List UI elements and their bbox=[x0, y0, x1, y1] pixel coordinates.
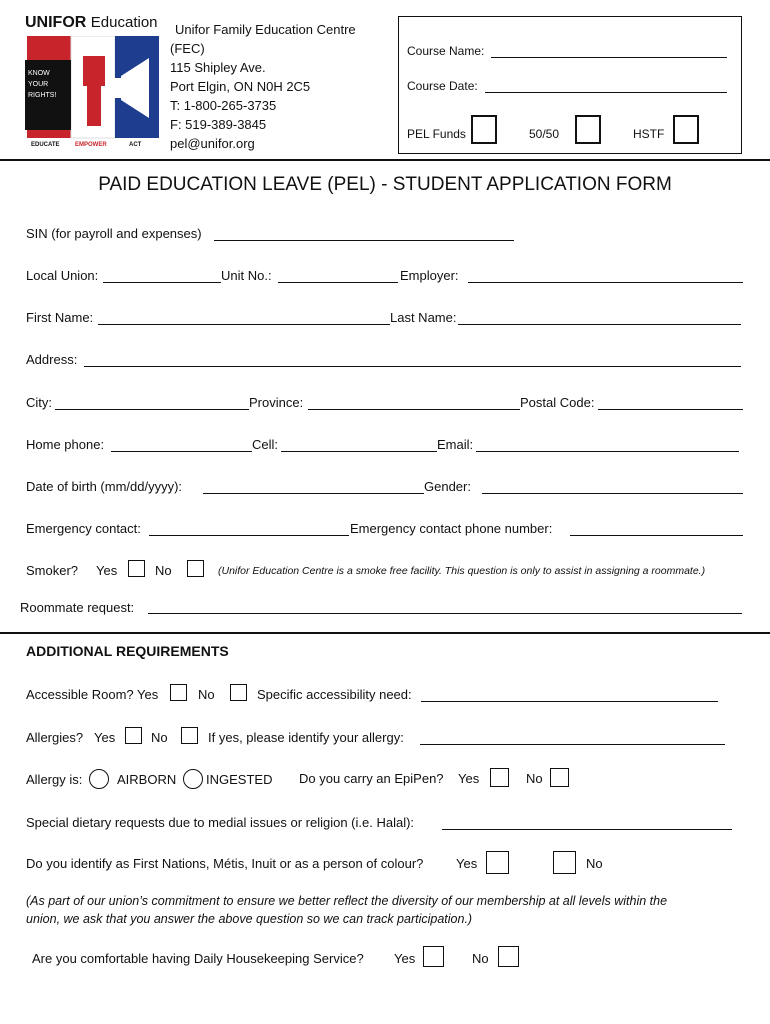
email-field[interactable] bbox=[476, 451, 739, 452]
centre-city: Port Elgin, ON N0H 2C5 bbox=[170, 79, 311, 94]
logo-brand-sub: Education bbox=[90, 14, 158, 31]
unit-no-field[interactable] bbox=[278, 282, 398, 283]
course-name-label: Course Name: bbox=[407, 44, 485, 58]
allergies-yes-checkbox[interactable] bbox=[125, 727, 142, 744]
hstf-label: HSTF bbox=[633, 127, 665, 141]
local-union-field[interactable] bbox=[103, 282, 221, 283]
sin-field[interactable] bbox=[214, 240, 514, 241]
first-name-field[interactable] bbox=[98, 324, 390, 325]
city-field[interactable] bbox=[55, 409, 249, 410]
ingested-label: INGESTED bbox=[206, 772, 273, 787]
section-divider bbox=[0, 632, 770, 634]
ingested-radio[interactable] bbox=[183, 769, 203, 789]
allergy-is-label: Allergy is: bbox=[26, 772, 83, 787]
centre-abbr: (FEC) bbox=[170, 41, 205, 56]
accessible-no-label: No bbox=[198, 687, 215, 702]
hstf-checkbox[interactable] bbox=[673, 115, 699, 144]
sin-label: SIN (for payroll and expenses) bbox=[26, 226, 202, 241]
email-label: Email: bbox=[437, 437, 474, 452]
home-phone-label: Home phone: bbox=[26, 437, 105, 452]
roommate-field[interactable] bbox=[148, 613, 742, 614]
emergency-contact-field[interactable] bbox=[149, 535, 349, 536]
emergency-phone-field[interactable] bbox=[570, 535, 743, 536]
logo-poster-text: KNOW YOUR RIGHTS! bbox=[28, 70, 57, 99]
province-field[interactable] bbox=[308, 409, 520, 410]
course-box bbox=[398, 16, 742, 154]
airborn-label: AIRBORN bbox=[117, 772, 177, 787]
allergy-identify-label: If yes, please identify your allergy: bbox=[208, 730, 404, 745]
cell-label: Cell: bbox=[252, 437, 279, 452]
dob-label: Date of birth (mm/dd/yyyy): bbox=[26, 479, 183, 494]
specific-need-label: Specific accessibility need: bbox=[257, 687, 412, 702]
housekeeping-label: Are you comfortable having Daily Housekeeping Service? bbox=[32, 951, 364, 966]
allergies-no-label: No bbox=[151, 730, 168, 745]
epipen-no-label: No bbox=[526, 771, 543, 786]
emergency-phone-label: Emergency contact phone number: bbox=[350, 521, 553, 536]
identify-yes-checkbox[interactable] bbox=[486, 851, 509, 874]
epipen-yes-label: Yes bbox=[458, 771, 480, 786]
pel-funds-checkbox[interactable] bbox=[471, 115, 497, 144]
centre-fax: F: 519-389-3845 bbox=[170, 117, 267, 132]
accessible-no-checkbox[interactable] bbox=[230, 684, 247, 701]
smoker-yes-label: Yes bbox=[96, 563, 118, 578]
accessible-room-label: Accessible Room? Yes bbox=[26, 687, 159, 702]
specific-need-field[interactable] bbox=[421, 701, 718, 702]
centre-email: pel@unifor.org bbox=[170, 136, 255, 151]
smoker-no-checkbox[interactable] bbox=[187, 560, 204, 577]
diversity-note-line-2: union, we ask that you answer the above question so we can track participation.) bbox=[26, 912, 473, 926]
form-title: PAID EDUCATION LEAVE (PEL) - STUDENT APPLICATION FORM bbox=[98, 174, 672, 195]
last-name-label: Last Name: bbox=[390, 310, 457, 325]
caption-educate: EDUCATE bbox=[31, 142, 60, 148]
dietary-label: Special dietary requests due to medial issues or religion (i.e. Halal): bbox=[26, 815, 415, 830]
housekeeping-no-label: No bbox=[472, 951, 489, 966]
unit-no-label: Unit No.: bbox=[221, 268, 272, 283]
accessible-yes-checkbox[interactable] bbox=[170, 684, 187, 701]
province-label: Province: bbox=[249, 395, 304, 410]
housekeeping-no-checkbox[interactable] bbox=[498, 946, 519, 967]
postal-code-field[interactable] bbox=[598, 409, 743, 410]
header-divider bbox=[0, 159, 770, 161]
fifty-fifty-checkbox[interactable] bbox=[575, 115, 601, 144]
dietary-field[interactable] bbox=[442, 829, 732, 830]
epipen-yes-checkbox[interactable] bbox=[490, 768, 509, 787]
epipen-label: Do you carry an EpiPen? bbox=[299, 771, 444, 786]
allergies-yes-label: Yes bbox=[94, 730, 116, 745]
smoker-no-label: No bbox=[155, 563, 172, 578]
local-union-label: Local Union: bbox=[26, 268, 99, 283]
smoker-label: Smoker? bbox=[26, 563, 79, 578]
logo-brand: UNIFOR bbox=[25, 14, 87, 31]
course-date-field[interactable] bbox=[485, 92, 727, 93]
epipen-no-checkbox[interactable] bbox=[550, 768, 569, 787]
address-label: Address: bbox=[26, 352, 78, 367]
dob-field[interactable] bbox=[203, 493, 424, 494]
roommate-label: Roommate request: bbox=[20, 600, 135, 615]
centre-phone: T: 1-800-265-3735 bbox=[170, 98, 277, 113]
centre-street: 115 Shipley Ave. bbox=[170, 60, 266, 75]
additional-heading: ADDITIONAL REQUIREMENTS bbox=[26, 643, 229, 659]
postal-code-label: Postal Code: bbox=[520, 395, 595, 410]
identify-label: Do you identify as First Nations, Métis, Inuit or as a person of colour? bbox=[26, 856, 424, 871]
gender-label: Gender: bbox=[424, 479, 471, 494]
allergies-label: Allergies? bbox=[26, 730, 84, 745]
housekeeping-yes-checkbox[interactable] bbox=[423, 946, 444, 967]
airborn-radio[interactable] bbox=[89, 769, 109, 789]
home-phone-field[interactable] bbox=[111, 451, 252, 452]
fifty-fifty-label: 50/50 bbox=[529, 127, 560, 141]
emergency-contact-label: Emergency contact: bbox=[26, 521, 141, 536]
caption-empower: EMPOWER bbox=[75, 142, 107, 148]
allergy-identify-field[interactable] bbox=[420, 744, 725, 745]
allergies-no-checkbox[interactable] bbox=[181, 727, 198, 744]
centre-name: Unifor Family Education Centre bbox=[175, 22, 356, 37]
employer-label: Employer: bbox=[400, 268, 459, 283]
first-name-label: First Name: bbox=[26, 310, 94, 325]
centre-address bbox=[170, 20, 356, 153]
employer-field[interactable] bbox=[468, 282, 743, 283]
housekeeping-yes-label: Yes bbox=[394, 951, 416, 966]
identify-no-checkbox[interactable] bbox=[553, 851, 576, 874]
diversity-note-line-1: (As part of our union’s commitment to ensure we better reflect the diversity of our membership at all levels within the bbox=[26, 894, 668, 908]
identify-no-label: No bbox=[586, 856, 603, 871]
course-name-field[interactable] bbox=[491, 57, 727, 58]
gender-field[interactable] bbox=[482, 493, 743, 494]
smoker-yes-checkbox[interactable] bbox=[128, 560, 145, 577]
caption-act: ACT bbox=[129, 142, 142, 148]
smoke-note: (Unifor Education Centre is a smoke free facility. This question is only to assist in assigning a roommate.) bbox=[218, 565, 706, 577]
address-field[interactable] bbox=[84, 366, 741, 367]
cell-field[interactable] bbox=[281, 451, 437, 452]
unifor-logo bbox=[25, 14, 161, 154]
last-name-field[interactable] bbox=[458, 324, 741, 325]
city-label: City: bbox=[26, 395, 52, 410]
course-date-label: Course Date: bbox=[407, 79, 478, 93]
identify-yes-label: Yes bbox=[456, 856, 478, 871]
pel-funds-label: PEL Funds bbox=[407, 127, 466, 141]
